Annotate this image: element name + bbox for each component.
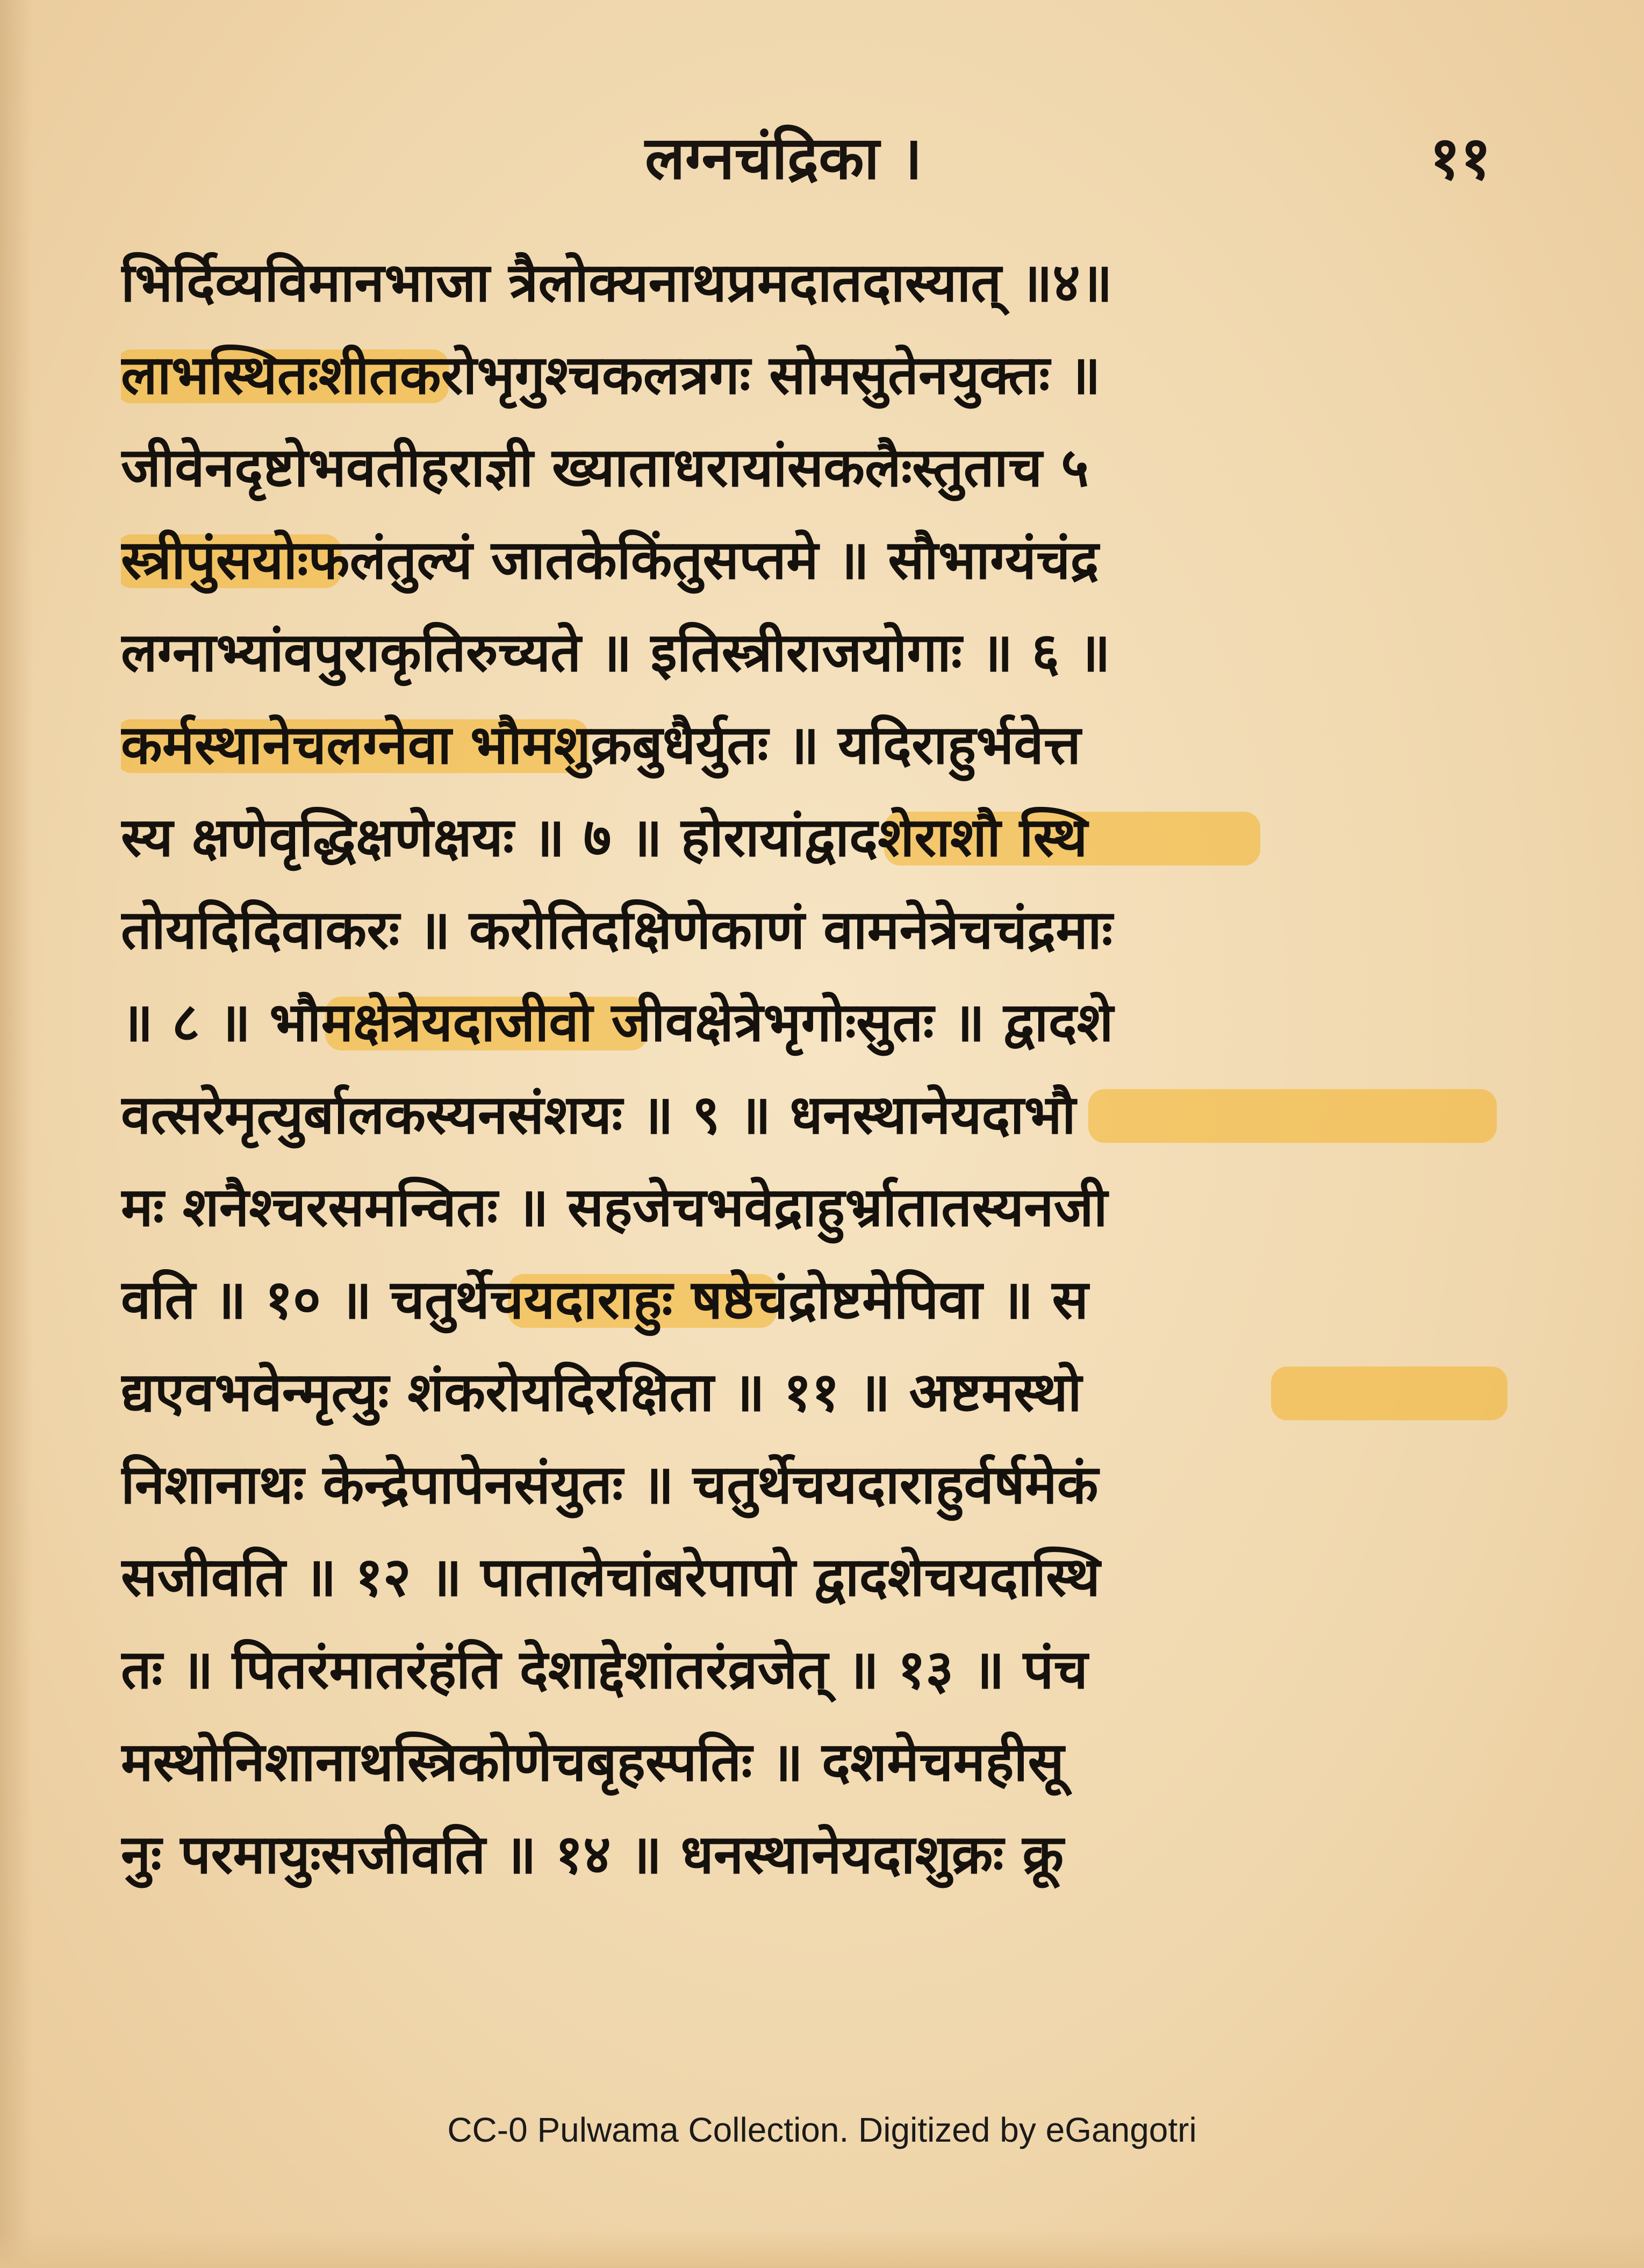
text-line-8: तोयदिदिवाकरः ॥ करोतिदक्षिणेकाणं वामनेत्रेचचंद्रमाः — [121, 898, 1113, 961]
highlight-mark — [1271, 1366, 1507, 1420]
text-line-5: लग्नाभ्यांवपुराकृतिरुच्यते ॥ इतिस्त्रीराजयोगाः ॥ ६ ॥ — [121, 621, 1111, 684]
page-number: ११ — [1430, 124, 1491, 192]
text-line-11: मः शनैश्चरसमन्वितः ॥ सहजेचभवेद्राहुर्भ्रातातस्यनजी — [121, 1176, 1108, 1239]
text-line-15: सजीवति ॥ १२ ॥ पातालेचांबरेपापो द्वादशेचयदास्थि — [121, 1546, 1100, 1608]
page-left-edge — [0, 0, 32, 2268]
text-line-7: स्य क्षणेवृद्धिक्षणेक्षयः ॥ ७ ॥ होरायांद्वादशेराशौ स्थि — [121, 791, 1529, 884]
text-line-10: वत्सरेमृत्युर्बालकस्यनसंशयः ॥ ९ ॥ धनस्थानेयदाभौ — [121, 1069, 1529, 1161]
text-line-14: निशानाथः केन्द्रेपापेनसंयुतः ॥ चतुर्थेचयदाराहुर्वर्षमेकं — [121, 1453, 1099, 1516]
digitization-credit: CC-0 Pulwama Collection. Digitized by eGangotri — [447, 2110, 1197, 2149]
text-line-17: मस्थोनिशानाथस्त्रिकोणेचबृहस्पतिः ॥ दशमेचमहीसू — [121, 1730, 1064, 1793]
text-line-1: भिर्दिव्यविमानभाजा त्रैलोक्यनाथप्रमदातदास्यात् ॥४॥ — [121, 251, 1113, 314]
text-line-9: ॥ ८ ॥ भौमक्षेत्रेयदाजीवो जीवक्षेत्रेभृगोःसुतः ॥ द्वादशे — [121, 991, 1114, 1054]
page-header — [0, 116, 1644, 191]
text-line-13: द्यएवभवेन्मृत्युः शंकरोयदिरक्षिता ॥ ११ ॥ अष्टमस्थो — [121, 1346, 1529, 1439]
text-line-18: नुः परमायुःसजीवति ॥ १४ ॥ धनस्थानेयदाशुक्रः क्रू — [121, 1823, 1064, 1886]
highlight-mark — [1088, 1089, 1497, 1143]
text-line-6: कर्मस्थानेचलग्नेवा भौमशुक्रबुधैर्युतः ॥ यदिराहुर्भवेत्त — [121, 699, 1529, 791]
text-line-16: तः ॥ पितरंमातरंहंति देशाद्देशांतरंव्रजेत् ॥ १३ ॥ पंच — [121, 1638, 1088, 1701]
text-line-3: जीवेनदृष्टोभवतीहराज्ञी ख्याताधरायांसकलैःस्तुताच ५ — [121, 436, 1089, 499]
page-bottom-edge — [0, 2230, 1644, 2268]
text-line-4: स्त्रीपुंसयोःफलंतुल्यं जातकेकिंतुसप्तमे ॥ सौभाग्यंचंद्र — [121, 514, 1529, 606]
text-line-12: वति ॥ १० ॥ चतुर्थेचयदाराहुः षष्ठेचंद्रोष्टमेपिवा ॥ स — [121, 1268, 1089, 1331]
running-title: लग्नचंद्रिका । — [645, 124, 923, 192]
text-line-2: लाभस्थितःशीतकरोभृगुश्चकलत्रगः सोमसुतेनयुक्तः ॥ — [121, 329, 1529, 421]
body-text — [121, 237, 1529, 1901]
